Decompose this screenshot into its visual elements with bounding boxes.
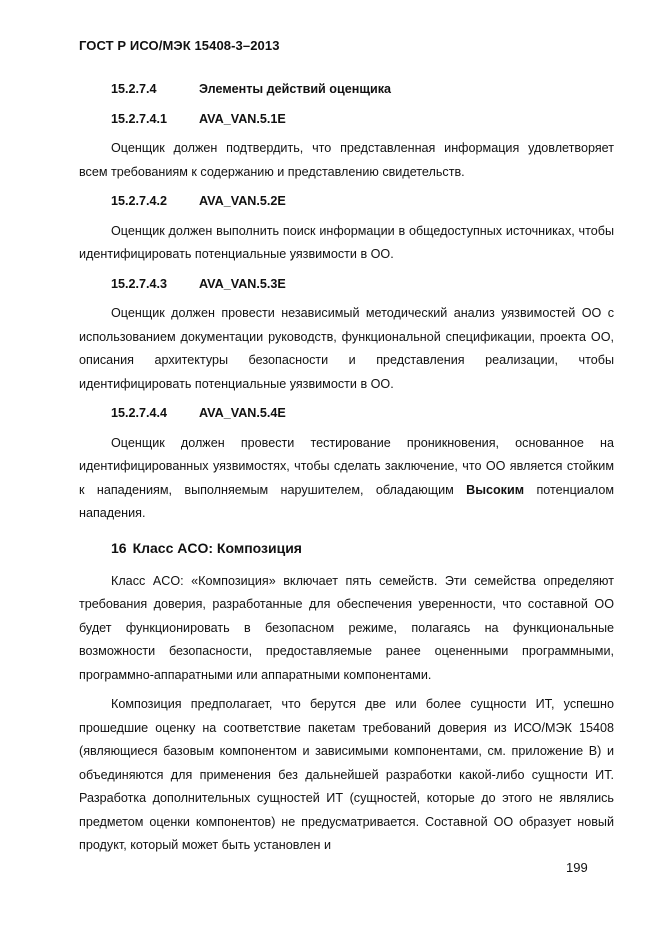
heading-title: Элементы действий оценщика (199, 82, 392, 96)
paragraph-text-end: потенциалом нападения. (79, 482, 614, 520)
heading-15-2-7-4-4 (79, 402, 614, 426)
heading-title: AVA_VAN.5.2E (199, 194, 286, 208)
heading-15-2-7-4-3 (79, 273, 614, 297)
heading-number: 15.2.7.4 (111, 82, 157, 96)
paragraph-15-2-7-4-3: Оценщик должен провести независимый методический анализ уязвимостей ОО с использованием документации руководств, функциональной спецификации, проекта ОО, описания архитектуры безопасности и представления реализации, чтобы идентифицировать потенциальные уязвимости в ОО. (79, 306, 614, 391)
heading-15-2-7-4-1 (79, 108, 614, 132)
page-content (79, 78, 614, 858)
chapter-paragraph-1: Класс ACO: «Композиция» включает пять семейств. Эти семейства определяют требования доверия, разработанные для обеспечения уверенности, что составной ОО будет функционировать в безопасном режиме, полагаясь на функциональные возможности безопасности, предоставляемые ранее оцененными программными, программно-аппаратными или аппаратными компонентами. (79, 573, 614, 682)
emphasis-text: Высоким (466, 482, 525, 497)
chapter-number: 16 (111, 539, 127, 556)
paragraph-15-2-7-4-1: Оценщик должен подтвердить, что представленная информация удовлетворяет всем требованиям к содержанию и представлению свидетельств. (79, 141, 614, 179)
chapter-paragraph-2: Композиция предполагает, что берутся две или более сущности ИТ, успешно прошедшие оценку на соответствие пакетам требований доверия из ИСО/МЭК 15408 (являющиеся базовым компонентом и зависимыми компонентами, см. приложение В) и объединяются для применения без дальнейшей разработки какой-либо сущности ИТ. Разработка дополнительных сущностей ИТ (сущностей, которые до этого не являлись предметом оценки компонентов) не предусматривается. Составной ОО образует новый продукт, который может быть установлен и (79, 697, 614, 852)
heading-title: AVA_VAN.5.4E (199, 406, 286, 420)
heading-15-2-7-4 (79, 78, 614, 102)
heading-title: AVA_VAN.5.3E (199, 276, 286, 291)
paragraph-text: Оценщик должен провести тестирование проникновения, основанное на идентифицированных уязвимостях, чтобы сделать заключение, что ОО является стойким к нападениям, выполняемым нарушителем, обладающим (79, 435, 614, 497)
heading-number: 15.2.7.4.3 (111, 276, 168, 291)
heading-title: AVA_VAN.5.1E (199, 111, 286, 126)
chapter-heading (79, 536, 614, 560)
heading-number: 15.2.7.4.1 (111, 111, 168, 126)
paragraph-15-2-7-4-4 (79, 432, 614, 526)
chapter-title: Класс ACO: Композиция (132, 539, 302, 556)
document-header: ГОСТ Р ИСО/МЭК 15408-3–2013 (79, 38, 280, 53)
heading-number: 15.2.7.4.4 (111, 406, 168, 420)
page-number: 199 (566, 860, 588, 875)
paragraph-15-2-7-4-2: Оценщик должен выполнить поиск информации в общедоступных источниках, чтобы идентифицировать потенциальные уязвимости в ОО. (79, 223, 614, 261)
heading-number: 15.2.7.4.2 (111, 194, 168, 208)
heading-15-2-7-4-2 (79, 190, 614, 214)
